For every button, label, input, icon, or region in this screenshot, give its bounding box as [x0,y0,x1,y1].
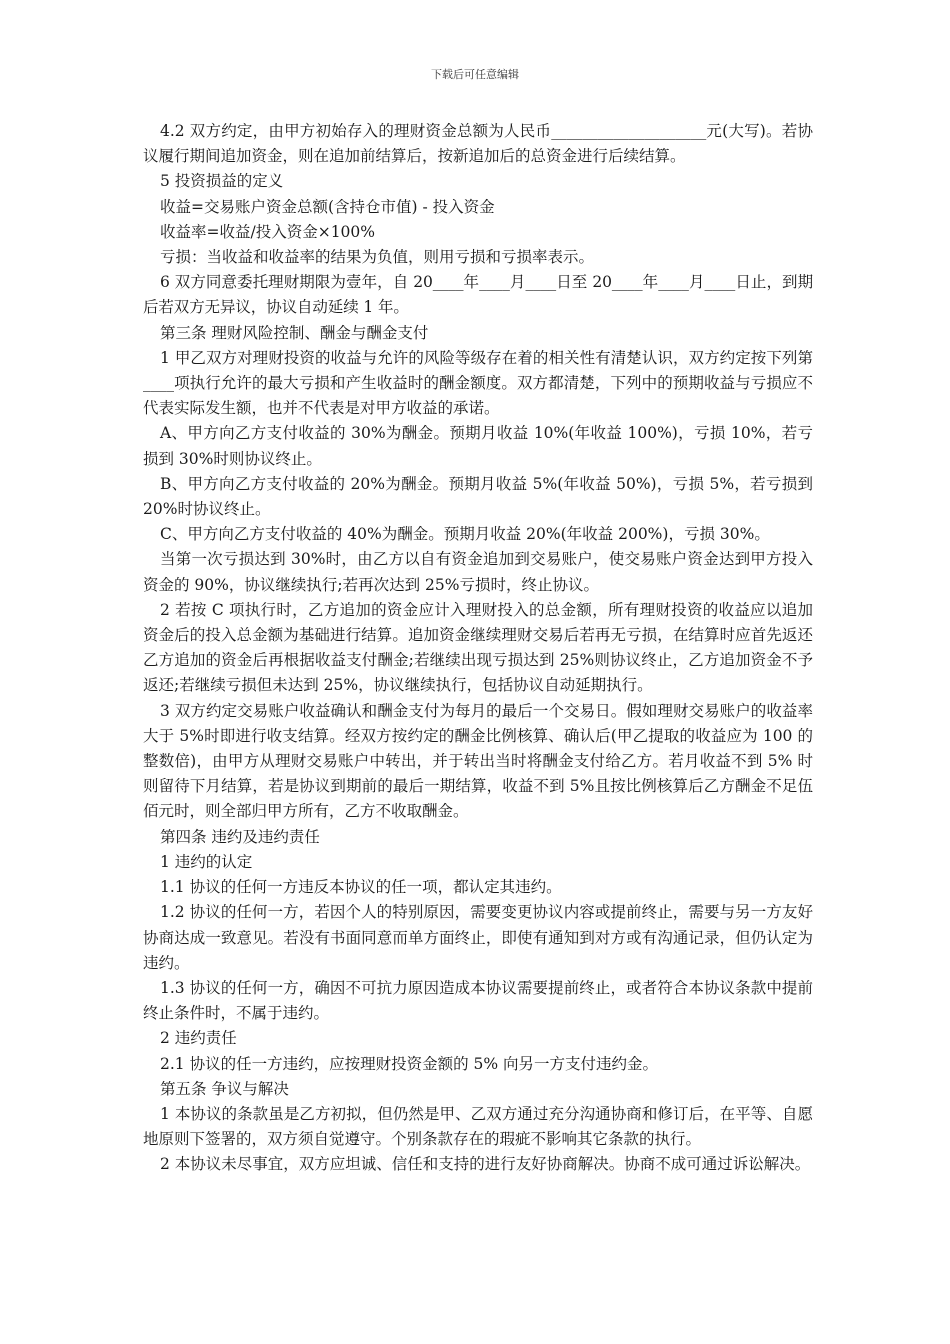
option-c-detail: 当第一次亏损达到 30%时，由乙方以自有资金追加到交易账户，使交易账户资金达到甲方投入资金的 90%，协议继续执行;若再次达到 25%亏损时，终止协议。 [143,550,813,594]
article-5-clause-1: 1 本协议的条款虽是乙方初拟，但仍然是甲、乙双方通过充分沟通协商和修订后，在平等、自愿地原则下签署的，双方须自觉遵守。个别条款存在的瑕疵不影响其它条款的执行。 [143,1104,813,1149]
section-5-heading: 5 投资损益的定义 [160,172,284,191]
formula-profit-rate: 收益率=收益/投入资金×100% [160,222,376,241]
article-4-heading: 第四条 违约及违约责任 [160,827,320,846]
option-b: B、甲方向乙方支付收益的 20%为酬金。预期月收益 5%(年收益 50%)，亏损 5%，若亏损到 20%时协议终止。 [143,474,813,519]
clause-2-1: 2.1 协议的任一方违约，应按理财投资金额的 5% 向另一方支付违约金。 [160,1054,659,1073]
clause-1-3: 1.3 协议的任何一方，确因不可抗力原因造成本协议需要提前终止，或者符合本协议条款中提前终止条件时，不属于违约。 [143,978,813,1023]
page-header-note: 下载后可任意编辑 [431,68,519,81]
article-3-clause-1: 1 甲乙双方对理财投资的收益与允许的风险等级存在着的相关性有清楚认识，双方约定按下列第____项执行允许的最大亏损和产生收益时的酬金额度。双方都清楚，下列中的预期收益与亏损应不代表实际发生额，也并不代表是对甲方收益的承诺。 [143,348,813,418]
definition-loss: 亏损：当收益和收益率的结果为负值，则用亏损和亏损率表示。 [160,248,595,267]
clause-4-2: 4.2 双方约定，由甲方初始存入的理财资金总额为人民币____________________元(大写)。若协议履行期间追加资金，则在追加前结算后，按新追加后的总资金进行后续结算。 [143,122,813,166]
breach-definition-heading: 1 违约的认定 [160,852,253,871]
breach-liability-heading: 2 违约责任 [160,1029,237,1048]
clause-1-1: 1.1 协议的任何一方违反本协议的任一项，都认定其违约。 [160,878,562,897]
article-5-heading: 第五条 争议与解决 [160,1079,289,1098]
document-body [143,119,813,1178]
option-c: C、甲方向乙方支付收益的 40%为酬金。预期月收益 20%(年收益 200%)，亏损 30%。 [160,525,770,544]
option-a: A、甲方向乙方支付收益的 30%为酬金。预期月收益 10%(年收益 100%)，亏损 10%，若亏损到 30%时则协议终止。 [143,424,813,468]
formula-profit: 收益=交易账户资金总额(含持仓市值) - 投入资金 [160,197,495,216]
article-3-clause-2: 2 若按 C 项执行时，乙方追加的资金应计入理财投入的总金额，所有理财投资的收益应以追加资金后的投入总金额为基础进行结算。追加资金继续理财交易后若再无亏损，在结算时应首先返还乙方追加的资金后再根据收益支付酬金;若继续出现亏损达到 25%则协议终止，乙方追加资金不予返还;若继续亏损但未达到 25%，协议继续执行，包括协议自动延期执行。 [143,600,813,695]
clause-1-2: 1.2 协议的任何一方，若因个人的特别原因，需要变更协议内容或提前终止，需要与另一方友好协商达成一致意见。若没有书面同意而单方面终止，即使有通知到对方或有沟通记录，但仍认定为违约。 [143,903,813,972]
article-5-clause-2: 2 本协议未尽事宜，双方应坦诚、信任和支持的进行友好协商解决。协商不成可通过诉讼解决。 [160,1155,811,1174]
clause-6-term: 6 双方同意委托理财期限为壹年，自 20____年____月____日至 20____年____月____日止，到期后若双方无异议，协议自动延续 1 年。 [143,273,813,317]
article-3-clause-3: 3 双方约定交易账户收益确认和酬金支付为每月的最后一个交易日。假如理财交易账户的收益率大于 5%时即进行收支结算。经双方按约定的酬金比例核算、确认后(甲乙提取的收益应为 100 的整数倍)，由甲方从理财交易账户中转出，并于转出当时将酬金支付给乙方。若月收益不到 5% 时则留待下月结算，若是协议到期前的最后一期结算，收益不到 5%且按比例核算后乙方酬金不足伍佰元时，则全部归甲方所有，乙方不收取酬金。 [143,701,813,821]
article-3-heading: 第三条 理财风险控制、酬金与酬金支付 [160,323,429,342]
